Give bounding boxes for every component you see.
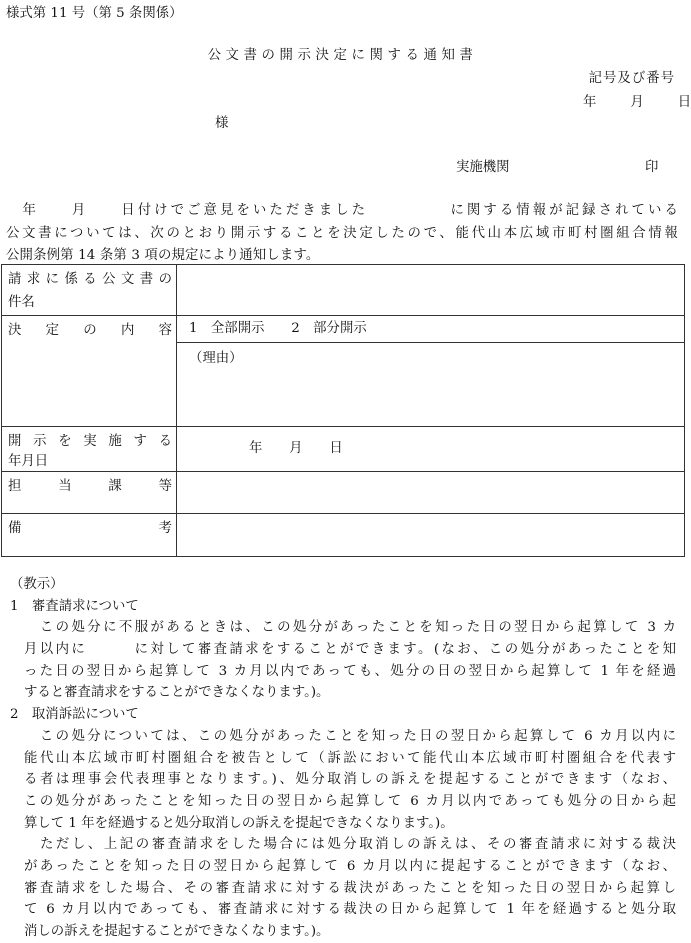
form-number: 様式第 11 号（第 5 条関係） xyxy=(6,6,183,21)
staff-label: 担当課等 xyxy=(2,472,177,514)
reason-label: （理由） xyxy=(189,351,243,366)
decision-options: 1 全部開示 2 部分開示 xyxy=(177,316,684,343)
intro-line: 年 月 日付けでご意見をいただきました に関する情報が記録されている xyxy=(6,203,678,218)
instruction-line: この処分については、この処分があったことを知った日の翌日から起算して 6 カ月以内に xyxy=(24,728,676,744)
issue-date xyxy=(583,91,691,110)
appeal-instructions xyxy=(0,574,685,943)
staff-value xyxy=(177,472,685,514)
seal-mark: 印 xyxy=(645,160,659,175)
instruction-line: る者は理事会代表理事となります。)、処分取消しの訴えを提起することができます（なお、 xyxy=(24,772,676,788)
intro-line: 公文書については、次のとおり開示することを決定したので、能代山本広域市町村圏組合情報 xyxy=(6,225,678,241)
instruction-line: ただし、上記の審査請求をした場合には処分取消しの訴えは、その審査請求に対する裁決 xyxy=(24,837,676,853)
addressee: 様 xyxy=(215,116,229,131)
document-name-label: 請求に係る公文書の 件名 xyxy=(2,265,177,316)
instruction-line: があったことを知った日の翌日から起算して 6 カ月以内に提起することができます（なお、 xyxy=(24,858,676,874)
disclosure-date-value: 年 月 日 xyxy=(177,427,685,472)
instruction-line: すると審査請求をすることができなくなります。)。 xyxy=(24,685,330,701)
year-label: 年 xyxy=(583,95,597,110)
reference-number-label: 記号及び番号 xyxy=(588,71,675,86)
disclosure-date-label: 開示を実施する 年月日 xyxy=(2,427,177,472)
instruction-line: 算して 1 年を経過すると処分取消しの訴えを提起できなくなります。)。 xyxy=(24,815,454,831)
instruction-line: 審査請求をした場合、その審査請求に対する裁決があったことを知った日の翌日から起算し xyxy=(24,880,676,896)
section-heading: 1 審査請求について xyxy=(10,598,139,614)
instructions-heading: （教示） xyxy=(10,577,64,592)
section-heading: 2 取消訴訟について xyxy=(10,707,139,723)
intro-line: 公開条例第 14 条第 3 項の規定により通知します。 xyxy=(6,248,320,263)
intro-paragraph xyxy=(6,200,678,268)
instruction-line: この処分があったことを知った日の翌日から起算して 6 カ月以内であっても処分の日から起 xyxy=(24,793,676,809)
remarks-value xyxy=(177,514,685,557)
instruction-line: 月以内に に対して審査請求をすることができます。(なお、この処分があったことを知 xyxy=(24,642,676,658)
document-name-value xyxy=(177,265,685,316)
decision-value xyxy=(177,316,685,427)
month-label: 月 xyxy=(630,95,644,110)
instruction-line: 能代山本広域市町村圏組合を被告として（訴訟において能代山本広域市町村圏組合を代表す xyxy=(24,750,676,766)
instruction-line: った日の翌日から起算して 3 カ月以内であっても、処分の日の翌日から起算して 1 年を経過 xyxy=(24,663,676,679)
decision-label: 決定の内容 xyxy=(2,316,177,427)
implementing-agency-label: 実施機関 xyxy=(456,160,510,175)
remarks-label: 備考 xyxy=(2,514,177,557)
decision-table xyxy=(1,264,685,557)
instruction-line: 消しの訴えを提起することができなくなります。)。 xyxy=(24,924,330,939)
day-label: 日 xyxy=(677,95,691,110)
instruction-line: この処分に不服があるときは、この処分があったことを知った日の翌日から起算して 3 カ xyxy=(24,620,676,636)
document-title: 公文書の開示決定に関する通知書 xyxy=(207,48,478,63)
instruction-line: て 6 カ月以内であっても、審査請求に対する裁決の日から起算して 1 年を経過すると処分取 xyxy=(24,902,676,918)
